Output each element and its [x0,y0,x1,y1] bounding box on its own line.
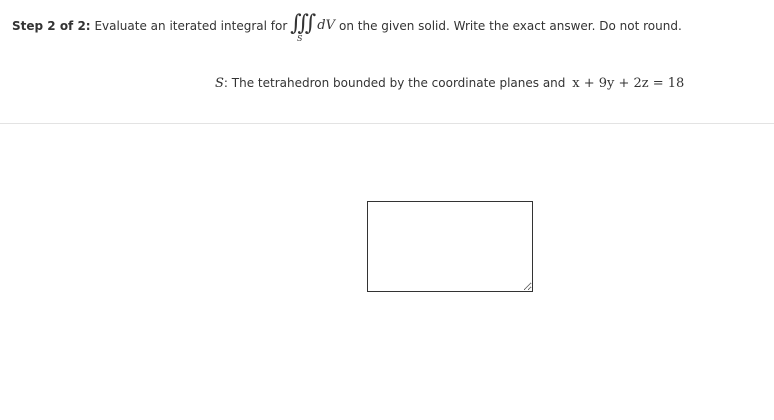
step-label: Step 2 of 2: [12,19,91,33]
solid-description [215,74,684,93]
triple-integral [290,11,315,43]
section-divider [0,123,774,124]
solid-name: S [215,76,224,91]
plane-equation: x + 9y + 2z = 18 [572,76,685,91]
triple-integral-symbol: ∭ [290,11,308,36]
differential-dv: dV [317,18,335,33]
integral-region-subscript: S [297,34,303,43]
answer-input[interactable] [367,201,533,292]
prompt-text-before: Evaluate an iterated integral for [94,19,288,33]
prompt-text-after: on the given solid. Write the exact answer. Do not round. [339,19,682,33]
question-prompt [12,11,682,43]
solid-description-text: : The tetrahedron bounded by the coordinate planes and [223,76,566,90]
